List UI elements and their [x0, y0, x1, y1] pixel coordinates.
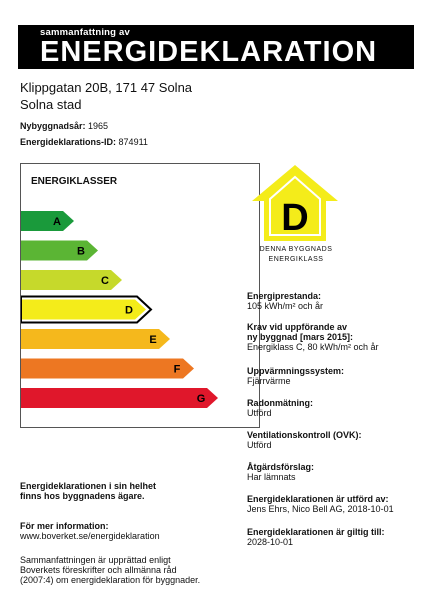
house-caption-line-2: ENERGIKLASS	[268, 256, 324, 263]
ventilation-value: Utförd	[247, 440, 272, 450]
requirement-value: Energiklass C, 80 kWh/m² och år	[247, 342, 379, 352]
more-info-url[interactable]: www.boverket.se/energideklaration	[20, 531, 160, 541]
valid-until-label: Energideklarationen är giltig till:	[247, 527, 385, 537]
energy-class-letter-d: D	[125, 304, 133, 317]
energy-class-bar-c	[21, 270, 122, 290]
energy-class-heading: ENERGIKLASSER	[31, 176, 118, 187]
energy-class-letter-b: B	[77, 245, 85, 258]
measures-value: Har lämnats	[247, 472, 296, 482]
house-badge-letter: D	[281, 197, 309, 239]
ventilation-control	[247, 430, 362, 450]
regulation-note-line-3: (2007:4) om energideklaration för byggnader.	[20, 575, 201, 585]
energy-performance	[247, 291, 323, 311]
construction-year-label: Nybyggnadsår:	[20, 121, 86, 131]
energy-class-letter-a: A	[53, 216, 61, 228]
owner-note-line-1: Energideklarationen i sin helhet	[20, 481, 157, 491]
energy-performance-value: 105 kWh/m² och år	[247, 301, 324, 311]
energy-class-bar-a	[21, 211, 74, 231]
performed-by-label: Energideklarationen är utförd av:	[247, 494, 389, 504]
performed-by-value: Jens Ehrs, Nico Bell AG, 2018-10-01	[247, 504, 394, 514]
more-info-label: För mer information:	[20, 521, 109, 531]
house-badge-caption	[246, 245, 346, 265]
energy-class-arrow-b	[21, 241, 98, 261]
regulation-note-line-1: Sammanfattningen är upprättad enligt	[20, 555, 171, 565]
radon-measurement	[247, 398, 313, 418]
measures-label: Åtgärdsförslag:	[247, 462, 315, 472]
address-line-2: Solna stad	[20, 97, 82, 112]
construction-year-value: 1965	[88, 121, 109, 131]
energy-class-scale	[20, 163, 260, 428]
heating-system-label: Uppvärmningssystem:	[247, 366, 345, 376]
energy-class-arrow-e	[21, 329, 170, 349]
requirement-label-line-1: Krav vid uppförande av	[247, 322, 348, 332]
energy-class-bar-b	[21, 241, 98, 261]
construction-year	[20, 121, 108, 131]
measures-proposal	[247, 462, 314, 482]
header-title: ENERGIDEKLARATION	[40, 36, 378, 68]
valid-until	[247, 527, 385, 547]
energy-class-bars	[21, 164, 259, 427]
energy-class-bar-e	[21, 329, 170, 349]
requirement-label-line-2: ny byggnad [mars 2015]:	[247, 332, 354, 342]
performed-by	[247, 494, 394, 514]
energy-class-letter-f: F	[173, 363, 181, 376]
regulation-note-line-2: Boverkets föreskrifter och allmänna råd	[20, 565, 177, 575]
heating-system	[247, 366, 344, 386]
energy-performance-label: Energiprestanda:	[247, 291, 322, 301]
energy-class-letter-g: G	[196, 393, 206, 405]
header-subtitle: sammanfattning av	[40, 27, 130, 38]
radon-value: Utförd	[247, 408, 272, 418]
heating-system-value: Fjärrvärme	[247, 376, 291, 386]
house-caption-line-1: DENNA BYGGNADS	[259, 246, 333, 253]
house-badge-icon	[250, 163, 340, 243]
owner-note	[20, 481, 156, 501]
energy-class-arrow-a	[21, 211, 74, 231]
owner-note-line-2: finns hos byggnadens ägare.	[20, 491, 145, 501]
header-banner	[18, 25, 414, 69]
more-info	[20, 521, 160, 541]
regulation-note	[20, 555, 200, 585]
ventilation-label: Ventilationskontroll (OVK):	[247, 430, 362, 440]
energy-class-bar-f	[21, 359, 194, 379]
energy-class-letter-c: C	[101, 275, 109, 287]
radon-label: Radonmätning:	[247, 398, 313, 408]
declaration-id-value: 874911	[118, 137, 148, 147]
address-line-1: Klippgatan 20B, 171 47 Solna	[20, 80, 193, 95]
new-building-requirement	[247, 322, 379, 352]
valid-until-value: 2028-10-01	[247, 537, 294, 547]
energy-class-bar-d	[21, 297, 151, 323]
energy-class-arrow-f	[21, 359, 194, 379]
energy-class-arrow-g	[21, 388, 218, 408]
energy-class-bar-g	[21, 388, 218, 408]
declaration-id-label: Energideklarations-ID:	[20, 137, 117, 147]
energy-class-letter-e: E	[149, 334, 157, 346]
declaration-id	[20, 137, 148, 147]
